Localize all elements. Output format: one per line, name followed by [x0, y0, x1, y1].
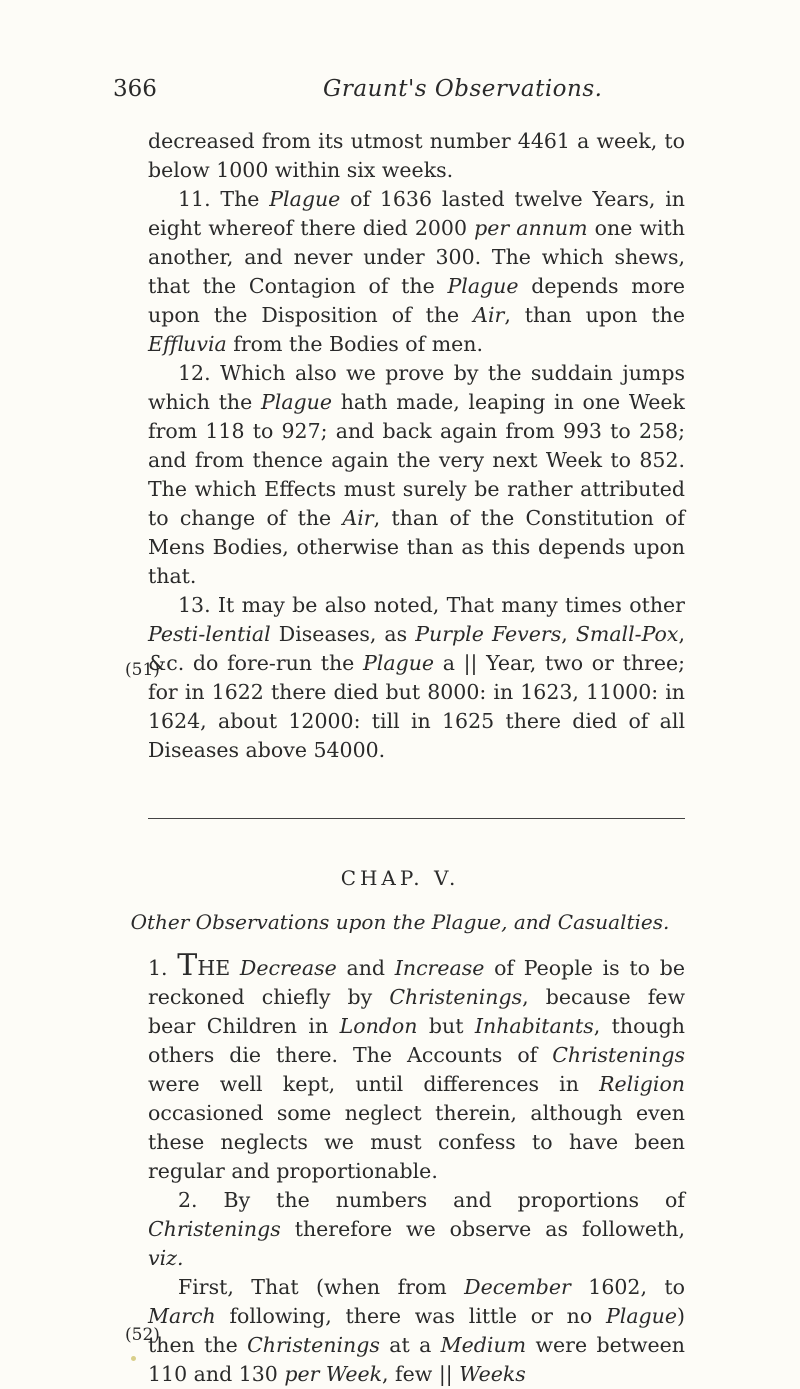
italic-run: Increase	[394, 956, 485, 980]
text-run: , than of the Constitution of Mens Bodies, otherwise than as this depends upon that.	[148, 506, 685, 588]
italic-run: Plague	[605, 1304, 677, 1328]
text-run: 2. By the numbers and proportions of	[178, 1188, 685, 1212]
page-header	[113, 76, 683, 116]
paper-spot	[131, 1356, 136, 1361]
italic-run: Medium	[440, 1333, 527, 1357]
italic-run: per Week	[284, 1362, 383, 1386]
text-run: and	[336, 956, 395, 980]
text-run: HE	[197, 956, 240, 980]
text-run: , because few bear Children in	[148, 985, 685, 1038]
text-block-upper	[148, 127, 685, 765]
text-run: one with another, and never under 300. The which shews, that the Contagion of the	[148, 216, 685, 298]
text-run: occasioned some neglect therein, although even these neglects we must confess to have been regular and proportionable.	[148, 1101, 685, 1183]
text-run: were between 110 and 130	[148, 1333, 685, 1386]
chapter-subtitle: Other Observations upon the Plague, and Casualties.	[130, 910, 670, 934]
italic-run: Small-Pox	[575, 622, 679, 646]
paragraph-continued: decreased from its utmost number 4461 a week, to below 1000 within six weeks.	[148, 129, 685, 182]
text-run: at a	[379, 1333, 441, 1357]
italic-run: per annum	[474, 216, 588, 240]
text-run: , than upon the	[504, 303, 686, 327]
text-run: therefore we observe as followeth,	[280, 1217, 685, 1241]
paragraph-1	[148, 948, 685, 1186]
page-number: 366	[113, 76, 157, 102]
text-run: , few ||	[382, 1362, 460, 1386]
italic-run: Plague	[447, 274, 519, 298]
italic-run: Plague	[269, 187, 341, 211]
italic-run: London	[339, 1014, 418, 1038]
text-run: , though others die there. The Accounts of	[148, 1014, 685, 1067]
text-run: 12. Which also we prove by the suddain jumps which the	[148, 361, 685, 414]
italic-run: Effluvia	[148, 332, 227, 356]
text-run: following, there was little or no	[215, 1304, 606, 1328]
text-run: 1.	[148, 956, 178, 980]
italic-run: Christenings	[247, 1333, 380, 1357]
paragraph-11	[148, 185, 685, 359]
text-run: 11. The	[178, 187, 270, 211]
italic-run: Decrease	[239, 956, 337, 980]
text-block-lower	[148, 948, 685, 1389]
italic-run: Purple Fevers	[415, 622, 562, 646]
paragraph-13	[148, 591, 685, 765]
text-run: First, That (when from	[178, 1275, 465, 1299]
italic-run: Pesti-lential	[148, 622, 271, 646]
text-run: were well kept, until differences in	[148, 1072, 600, 1096]
italic-run: Plague	[260, 390, 333, 414]
italic-run: Christenings	[148, 1217, 281, 1241]
italic-run: Weeks	[459, 1362, 526, 1386]
text-run: 13. It may be also noted, That many times other	[178, 593, 685, 617]
text-run: Diseases, as	[270, 622, 416, 646]
italic-run: March	[148, 1304, 216, 1328]
text-run: depends more upon the Disposition of the	[148, 274, 685, 327]
text-run: from the Bodies of men.	[226, 332, 484, 356]
text-run: , &c. do fore-run the	[148, 622, 685, 675]
text-run: a || Year, two or three; for in 1622 there died but 8000: in 1623, 11000: in 1624, about 12000: till in 1625 there died of all Diseases above 54000.	[148, 651, 685, 762]
italic-run: Air	[473, 303, 505, 327]
paragraph-12	[148, 359, 685, 591]
paragraph-3	[148, 1273, 685, 1389]
italic-run: Christenings	[552, 1043, 685, 1067]
text-run: of People is to be reckoned chiefly by	[148, 956, 685, 1009]
italic-run: Christenings	[389, 985, 523, 1009]
text-run: hath made, leaping in one Week from 118 to 927; and back again from 993 to 258; and from thence again the very next Week to 852. The which Effects must surely be rather attributed to change of the	[148, 390, 685, 530]
section-divider	[148, 818, 685, 819]
italic-run: Religion	[599, 1072, 685, 1096]
text-run: ,	[561, 622, 576, 646]
text-run: of 1636 lasted twelve Years, in eight whereof there died 2000	[148, 187, 685, 240]
italic-run: viz.	[148, 1246, 184, 1270]
drop-cap: T	[177, 948, 198, 983]
italic-run: December	[464, 1275, 571, 1299]
italic-run: Plague	[363, 651, 435, 675]
chapter-heading: CHAP. V.	[340, 866, 460, 890]
margin-reference-51: (51)	[125, 660, 160, 680]
italic-run: Air	[342, 506, 374, 530]
margin-reference-52: (52)	[125, 1325, 160, 1345]
text-run: ) then the	[148, 1304, 685, 1357]
text-run: 1602, to	[570, 1275, 685, 1299]
italic-run: Inhabitants	[474, 1014, 594, 1038]
text-run: but	[417, 1014, 475, 1038]
running-title: Graunt's Observations.	[323, 76, 603, 102]
paragraph-2	[148, 1186, 685, 1273]
